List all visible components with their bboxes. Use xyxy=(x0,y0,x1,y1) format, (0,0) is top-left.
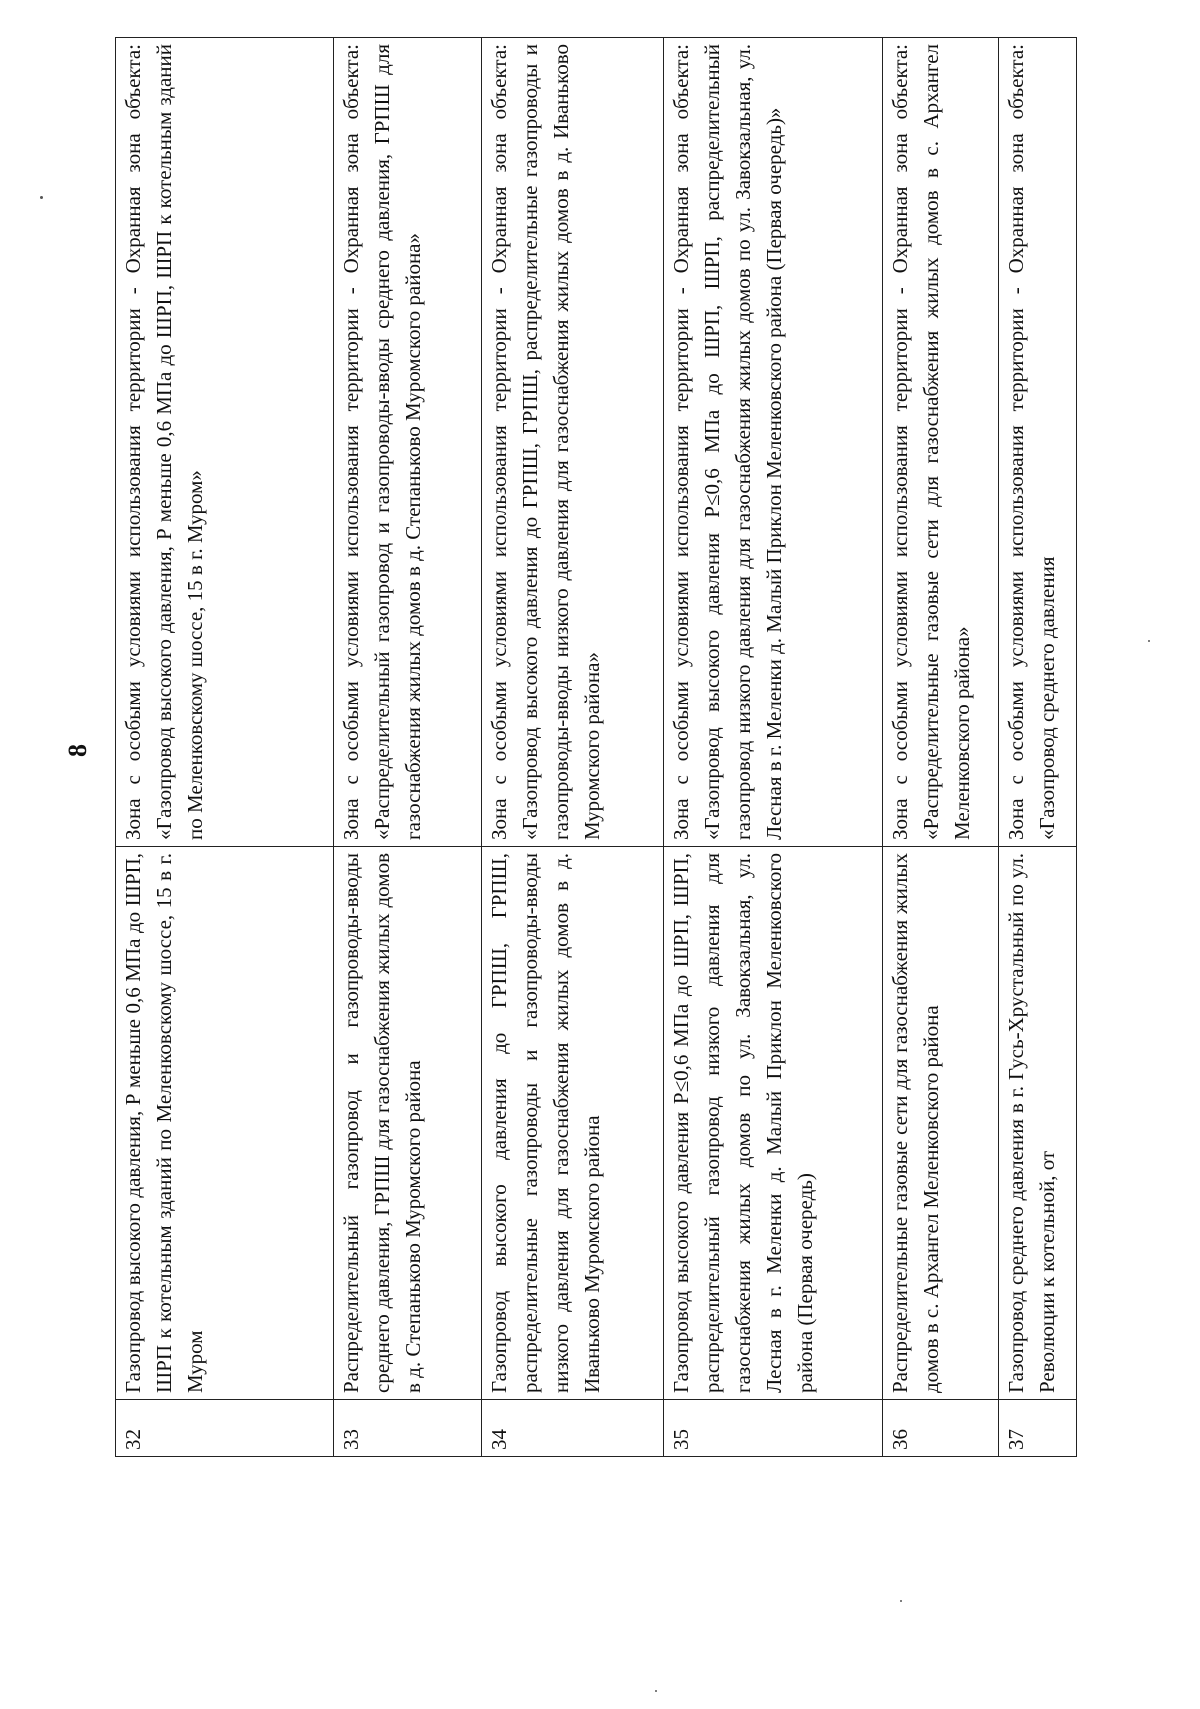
zone-description: Зона с особыми условиями использования территории - Охранная зона объекта: «Газопровод высокого давления, Р меньше 0,6 МПа до ШРП, ШРП к котельным зданий по Меленковскому шоссе, 15 в г. Муром» xyxy=(116,38,334,847)
row-number: 37 xyxy=(999,1400,1077,1457)
objects-table xyxy=(115,37,1077,1457)
row-number: 34 xyxy=(482,1400,664,1457)
row-number: 35 xyxy=(664,1400,883,1457)
zone-description: Зона с особыми условиями использования территории - Охранная зона объекта: «Газопровод среднего давления xyxy=(999,38,1077,847)
object-name: Газопровод высокого давления Р≤0,6 МПа до ШРП, ШРП, распределительный газопровод низкого давления для газоснабжения жилых домов по ул. Завокзальная, ул. Лесная в г. Меленки д. Малый Приклон Меленковского района (Первая очередь) xyxy=(664,847,883,1400)
scan-speck xyxy=(1148,640,1150,642)
table-row xyxy=(664,38,883,1457)
table-row xyxy=(116,38,334,1457)
object-name: Распределительные газовые сети для газоснабжения жилых домов в с. Архангел Меленковского района xyxy=(883,847,999,1400)
row-number: 32 xyxy=(116,1400,334,1457)
scan-speck xyxy=(900,1600,902,1602)
object-name: Газопровод среднего давления в г. Гусь-Хрустальный по ул. Революции к котельной, от xyxy=(999,847,1077,1400)
zone-description: Зона с особыми условиями использования территории - Охранная зона объекта: «Газопровод высокого давления Р≤0,6 МПа до ШРП, ШРП, распределительный газопровод низкого давления для газоснабжения жилых домов по ул. Завокзальная, ул. Лесная в г. Меленки д. Малый Приклон Меленковского района (Первая очередь)» xyxy=(664,38,883,847)
scan-speck xyxy=(40,196,43,199)
zone-description: Зона с особыми условиями использования территории - Охранная зона объекта: «Распределительный газопровод и газопроводы-вводы среднего давления, ГРПШ для газоснабжения жилых домов в д. Степаньково Муромского района» xyxy=(334,38,482,847)
zone-description: Зона с особыми условиями использования территории - Охранная зона объекта: «Распределительные газовые сети для газоснабжения жилых домов в с. Архангел Меленковского района» xyxy=(883,38,999,847)
scan-speck xyxy=(655,1690,657,1692)
object-name: Газопровод высокого давления, Р меньше 0,6 МПа до ШРП, ШРП к котельным зданий по Меленковскому шоссе, 15 в г. Муром xyxy=(116,847,334,1400)
row-number: 36 xyxy=(883,1400,999,1457)
table-row xyxy=(883,38,999,1457)
zone-description: Зона с особыми условиями использования территории - Охранная зона объекта: «Газопровод высокого давления до ГРПШ, ГРПШ, распределительные газопроводы и газопроводы-вводы низкого давления для газоснабжения жилых домов в д. Иваньково Муромского района» xyxy=(482,38,664,847)
object-name: Газопровод высокого давления до ГРПШ, ГРПШ, распределительные газопроводы и газопроводы-вводы низкого давления для газоснабжения жилых домов в д. Иваньково Муромского района xyxy=(482,847,664,1400)
object-name: Распределительный газопровод и газопроводы-вводы среднего давления, ГРПШ для газоснабжения жилых домов в д. Степаньково Муромского района xyxy=(334,847,482,1400)
table-row xyxy=(334,38,482,1457)
rotated-content xyxy=(63,37,1060,1457)
row-number: 33 xyxy=(334,1400,482,1457)
table-row xyxy=(482,38,664,1457)
page-number: 8 xyxy=(63,744,92,757)
table-row xyxy=(999,38,1077,1457)
